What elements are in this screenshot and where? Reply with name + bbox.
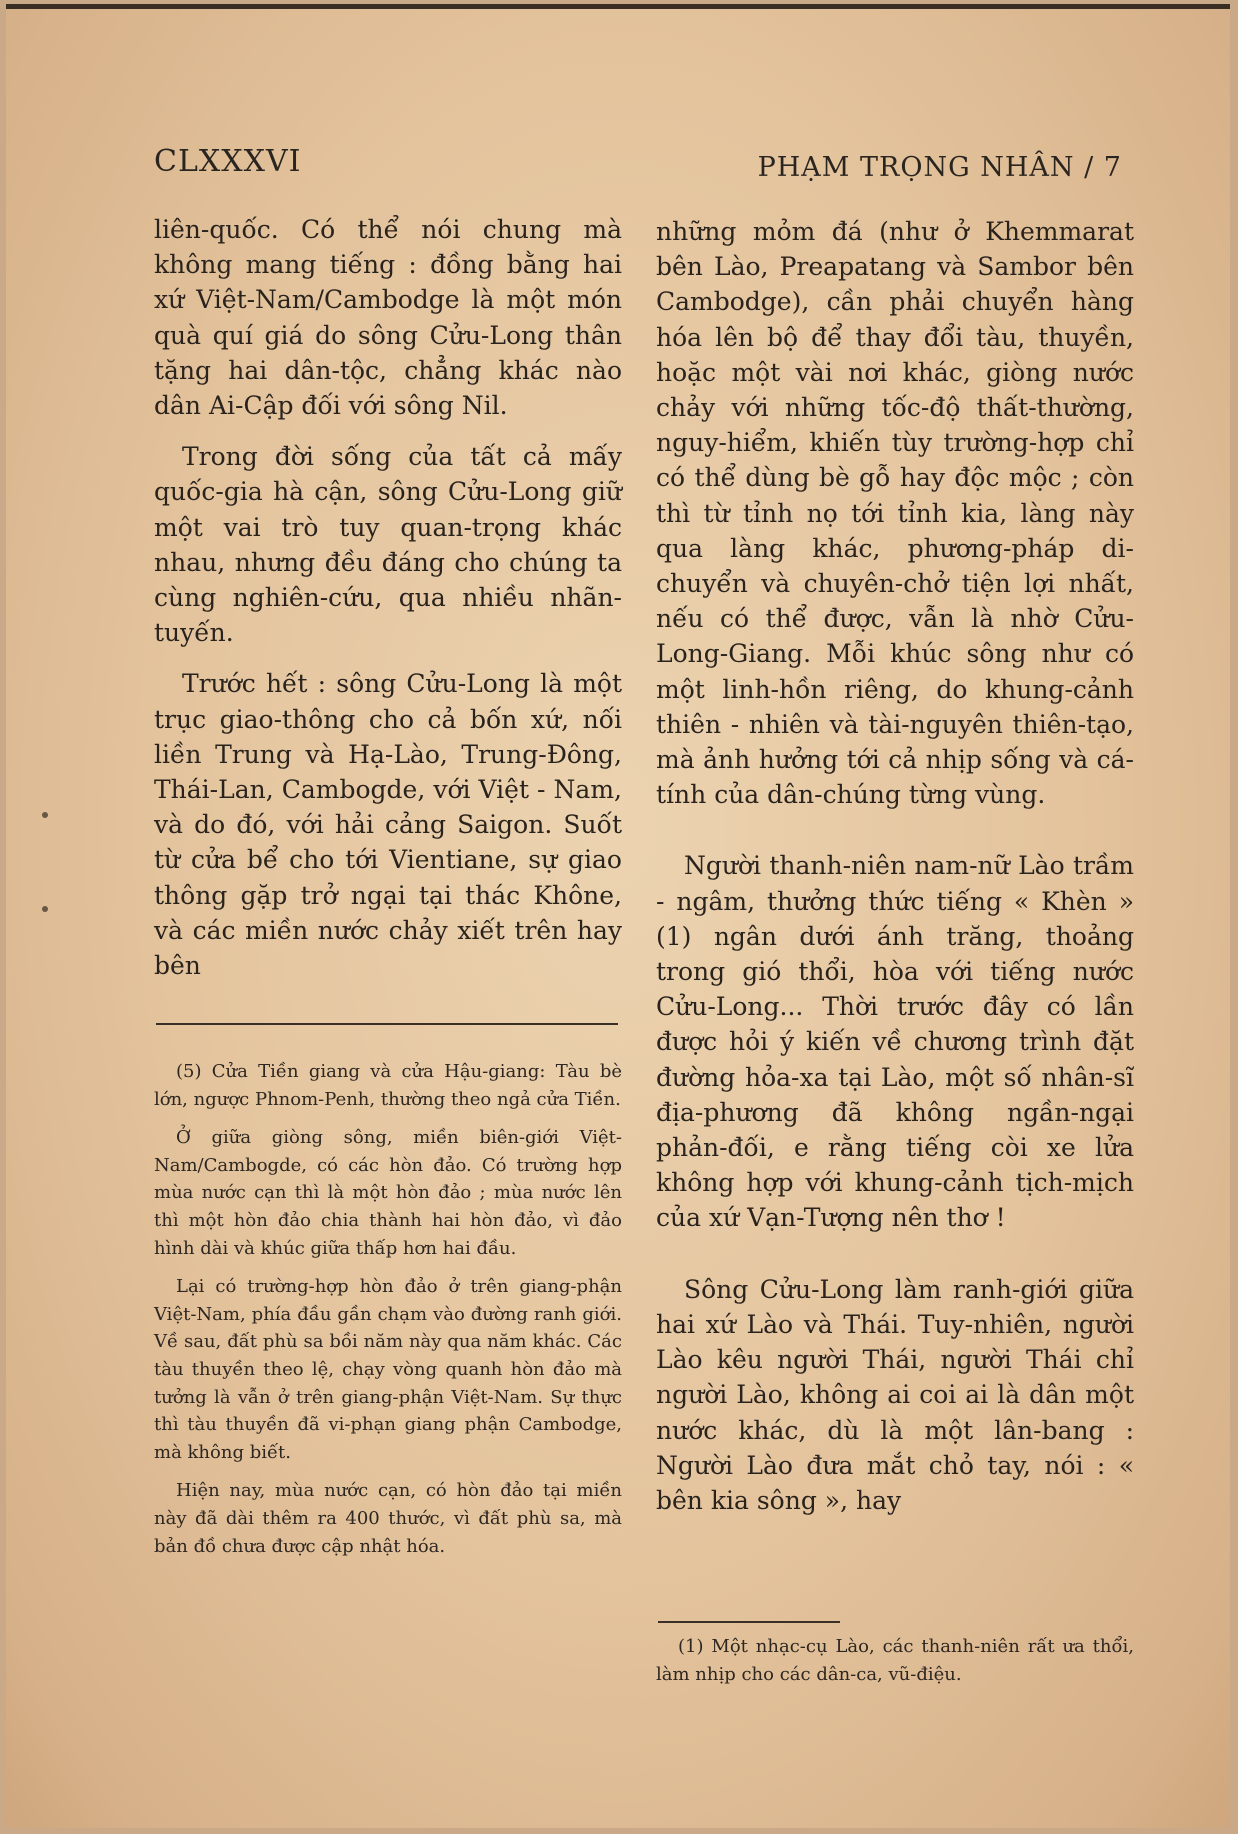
left-column <box>154 212 622 983</box>
footnote-islands: Ở giữa giòng sông, miền biên-giới Việt-Nam/Cambogde, có các hòn đảo. Có trường hợp mùa nước cạn thì là một hòn đảo ; mùa nước lên thì một hòn đảo chia thành hai hòn đảo, vì đảo hình dài và khúc giữa thấp hơn hai đầu. <box>154 1127 622 1259</box>
left-footnotes <box>154 1058 622 1571</box>
paper-speck <box>42 812 48 818</box>
footnote-5: (5) Cửa Tiền giang và cửa Hậu-giang: Tàu bè lớn, ngược Phnom-Penh, thường theo ngả cửa Tiền. <box>154 1061 622 1110</box>
right-paragraph-1: những mỏm đá (như ở Khemmarat bên Lào, Preapatang và Sambor bên Cambodge), cần phải chuyển hàng hóa lên bộ để thay đổi tàu, thuyền, hoặc một vài nơi khác, giòng nước chảy với những tốc-độ thất-thường, nguy-hiểm, khiến tùy trường-hợp chỉ có thể dùng bè gỗ hay độc mộc ; còn thì từ tỉnh nọ tới tỉnh kia, làng này qua làng khác, phương-pháp di-chuyển và chuyên-chở tiện lợi nhất, nếu có thể được, vẫn là nhờ Cửu-Long-Giang. Mỗi khúc sông như có một linh-hồn riêng, do khung-cảnh thiên - nhiên và tài-nguyên thiên-tạo, mà ảnh hưởng tới cả nhịp sống và cá-tính của dân-chúng từng vùng. <box>656 217 1134 810</box>
footnote-1-khen: (1) Một nhạc-cụ Lào, các thanh-niên rất ưa thổi, làm nhịp cho các dân-ca, vũ-điệu. <box>656 1636 1134 1685</box>
running-header-author-page: PHẠM TRỌNG NHÂN / 7 <box>757 152 1122 183</box>
left-paragraph-1: liên-quốc. Có thể nói chung mà không mang tiếng : đồng bằng hai xứ Việt-Nam/Cambodge là một món quà quí giá do sông Cửu-Long thân tặng hai dân-tộc, chẳng khác nào dân Ai-Cập đối với sông Nil. <box>154 215 622 421</box>
footnote-divider-left <box>156 1023 618 1025</box>
book-page <box>6 4 1230 1828</box>
right-paragraph-2: Người thanh-niên nam-nữ Lào trầm - ngâm, thưởng thức tiếng « Khèn » (1) ngân dưới ánh trăng, thoảng trong gió thổi, hòa với tiếng nước Cửu-Long... Thời trước đây có lần được hỏi ý kiến về chương trình đặt đường hỏa-xa tại Lào, một số nhân-sĩ địa-phương đã không ngần-ngại phản-đối, e rằng tiếng còi xe lửa không hợp với khung-cảnh tịch-mịch của xứ Vạn-Tượng nên thơ ! <box>656 851 1134 1233</box>
right-column <box>656 214 1134 1518</box>
right-footnotes <box>656 1633 1134 1699</box>
paper-speck <box>42 906 48 912</box>
page-section-number: CLXXXVI <box>154 144 302 179</box>
footnote-border: Lại có trường-hợp hòn đảo ở trên giang-phận Việt-Nam, phía đầu gần chạm vào đường ranh giới. Về sau, đất phù sa bồi năm này qua năm khác. Các tàu thuyền theo lệ, chạy vòng quanh hòn đảo mà tưởng là vẫn ở trên giang-phận Việt-Nam. Sự thực thì tàu thuyền đã vi-phạn giang phận Cambodge, mà không biết. <box>154 1276 622 1463</box>
footnote-divider-right <box>658 1621 840 1623</box>
left-paragraph-2: Trong đời sống của tất cả mấy quốc-gia hà cận, sông Cửu-Long giữ một vai trò tuy quan-trọng khác nhau, nhưng đều đáng cho chúng ta cùng nghiên-cứu, qua nhiều nhãn-tuyến. <box>154 442 622 648</box>
top-border-line <box>6 4 1230 9</box>
left-paragraph-3: Trước hết : sông Cửu-Long là một trục giao-thông cho cả bốn xứ, nối liền Trung và Hạ-Lào, Trung-Đông, Thái-Lan, Cambogde, với Việt - Nam, và do đó, với hải cảng Saigon. Suốt từ cửa bể cho tới Vientiane, sự giao thông gặp trở ngại tại thác Khône, và các miền nước chảy xiết trên hay bên <box>154 669 622 981</box>
footnote-current: Hiện nay, mùa nước cạn, có hòn đảo tại miền này đã dài thêm ra 400 thước, vì đất phù sa, mà bản đồ chưa được cập nhật hóa. <box>154 1480 622 1557</box>
right-paragraph-3: Sông Cửu-Long làm ranh-giới giữa hai xứ Lào và Thái. Tuy-nhiên, người Lào kêu người Thái, người Thái chỉ người Lào, không ai coi ai là dân một nước khác, dù là một lân-bang : Người Lào đưa mắt chỏ tay, nói : « bên kia sông », hay <box>656 1274 1134 1515</box>
